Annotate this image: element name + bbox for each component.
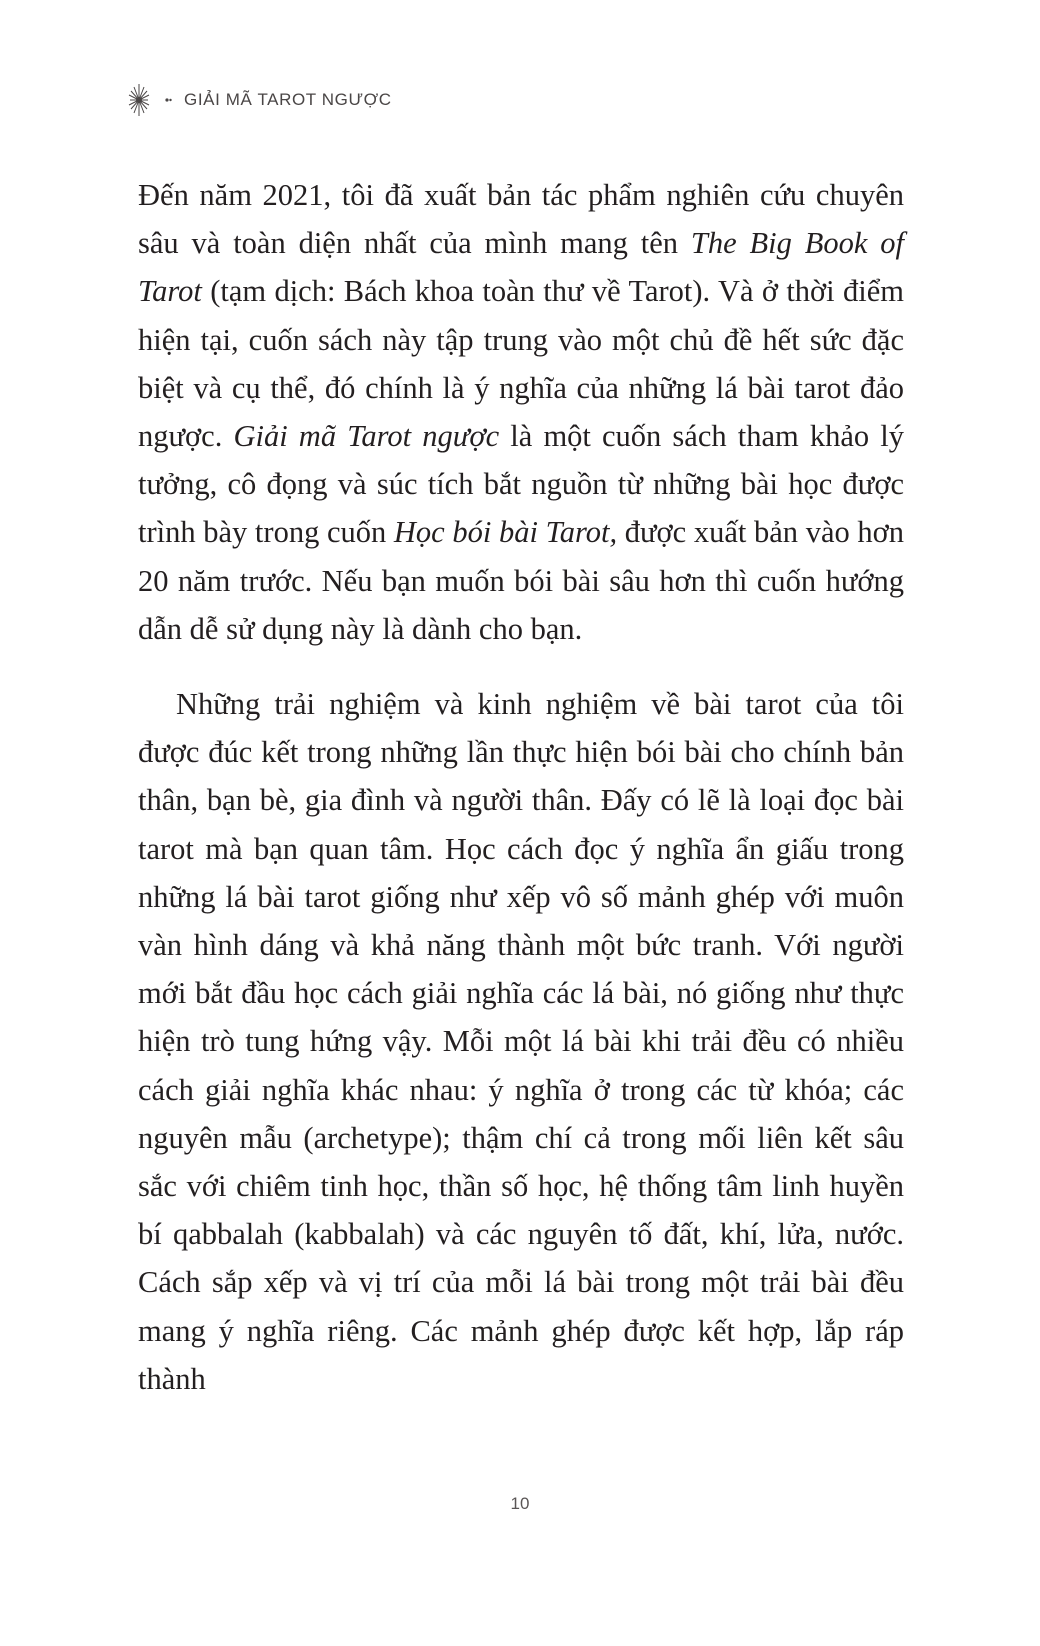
text-run: (tạm dịch: Bách khoa toàn thư về Tarot). Và ở thời điểm hiện tại, cuốn sách này tập trung vào một chủ đề hết sức đặc biệt và cụ thể, đó chính là ý nghĩa của những lá bài tarot đảo ngược. — [138, 274, 904, 454]
book-title-italic: The Big Book of Tarot — [138, 226, 904, 309]
page-body — [138, 171, 904, 1403]
text-run: Đến năm 2021, tôi đã xuất bản tác phẩm nghiên cứu chuyên sâu và toàn diện nhất của mình mang tên — [138, 178, 904, 261]
running-header — [128, 78, 392, 122]
paragraph-2: Những trải nghiệm và kinh nghiệm về bài tarot của tôi được đúc kết trong những lần thực hiện bói bài cho chính bản thân, bạn bè, gia đình và người thân. Đấy có lẽ là loại đọc bài tarot mà bạn quan tâm. Học cách đọc ý nghĩa ẩn giấu trong những lá bài tarot giống như xếp vô số mảnh ghép với muôn vàn hình dáng và khả năng thành một bức tranh. Với người mới bắt đầu học cách giải nghĩa các lá bài, nó giống như thực hiện trò tung hứng vậy. Mỗi một lá bài khi trải đều có nhiều cách giải nghĩa khác nhau: ý nghĩa ở trong các từ khóa; các nguyên mẫu (archetype); thậm chí cả trong mối liên kết sâu sắc với chiêm tinh học, thần số học, hệ thống tâm linh huyền bí qabbalah (kabbalah) và các nguyên tố đất, khí, lửa, nước. Cách sắp xếp và vị trí của mỗi lá bài trong một trải bài đều mang ý nghĩa riêng. Các mảnh ghép được kết hợp, lắp ráp thành — [138, 687, 904, 1396]
book-title: GIẢI MÃ TAROT NGƯỢC — [184, 90, 392, 109]
sun-star-moon-icon — [128, 78, 172, 122]
book-title-italic: Giải mã Tarot ngược — [233, 419, 500, 454]
text-run: là một cuốn sách tham khảo lý tưởng, cô đọng và súc tích bắt nguồn từ những bài học được trình bày trong cuốn — [138, 419, 905, 550]
page-number: 10 — [510, 1494, 530, 1513]
text-run: được xuất bản vào hơn 20 năm trước. Nếu bạn muốn bói bài sâu hơn thì cuốn hướng dẫn dễ sử dụng này là dành cho bạn. — [138, 515, 904, 646]
book-title-italic: Học bói bài Tarot, — [393, 515, 618, 550]
paragraph-1 — [138, 171, 904, 653]
